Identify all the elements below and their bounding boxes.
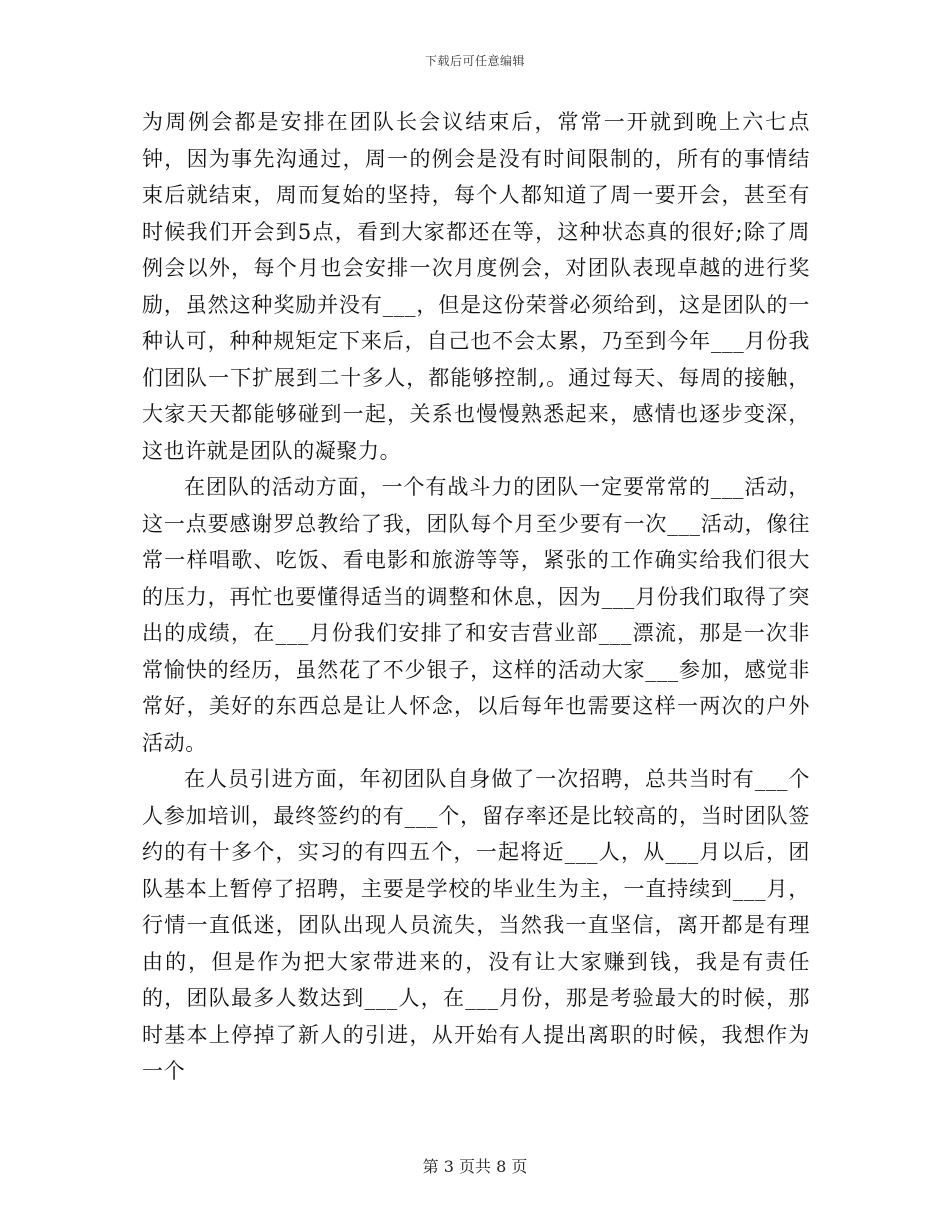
paragraph-recruitment: 在人员引进方面，年初团队自身做了一次招聘，总共当时有___个人参加培训，最终签约的有___个，留存率还是比较高的，当时团队签约的有十多个，实习的有四五个，一起将近___人，从___月以后，团队基本上暂停了招聘，主要是学校的毕业生为主，一直持续到___月，行情一直低迷，团队出现人员流失，当然我一直坚信，离开都是有理由的，但是作为把大家带进来的，没有让大家赚到钱，我是有责任的，团队最多人数达到___人，在___月份，那是考验最大的时候，那时基本上停掉了新人的引进，从开始有人提出离职的时候，我想作为一个 <box>142 767 810 1083</box>
paragraph-team-activities: 在团队的活动方面，一个有战斗力的团队一定要常常的___活动，这一点要感谢罗总教给了我，团队每个月至少要有一次___活动，像往常一样唱歌、吃饭、看电影和旅游等等，紧张的工作确实给我们很大的压力，再忙也要懂得适当的调整和休息，因为___月份我们取得了突出的成绩，在___月份我们安排了和安吉营业部___漂流，那是一次非常愉快的经历，虽然花了不少银子，这样的活动大家___参加，感觉非常好，美好的东西总是让人怀念，以后每年也需要这样一两次的户外活动。 <box>142 475 810 755</box>
document-body <box>142 104 810 1090</box>
paragraph-meetings: 为周例会都是安排在团队长会议结束后，常常一开就到晚上六七点钟，因为事先沟通过，周一的例会是没有时间限制的，所有的事情结束后就结束，周而复始的坚持，每个人都知道了周一要开会，甚至有时候我们开会到5点，看到大家都还在等，这种状态真的很好;除了周例会以外，每个月也会安排一次月度例会，对团队表现卓越的进行奖励，虽然这种奖励并没有___，但是这份荣誉必须给到，这是团队的一种认可，种种规矩定下来后，自己也不会太累，乃至到今年___月份我们团队一下扩展到二十多人，都能够控制,。通过每天、每周的接触，大家天天都能够碰到一起，关系也慢慢熟悉起来，感情也逐步变深，这也许就是团队的凝聚力。 <box>142 110 810 463</box>
page-footer: 第 3 页共 8 页 <box>422 1157 528 1176</box>
page-header: 下载后可任意编辑 <box>424 54 525 68</box>
